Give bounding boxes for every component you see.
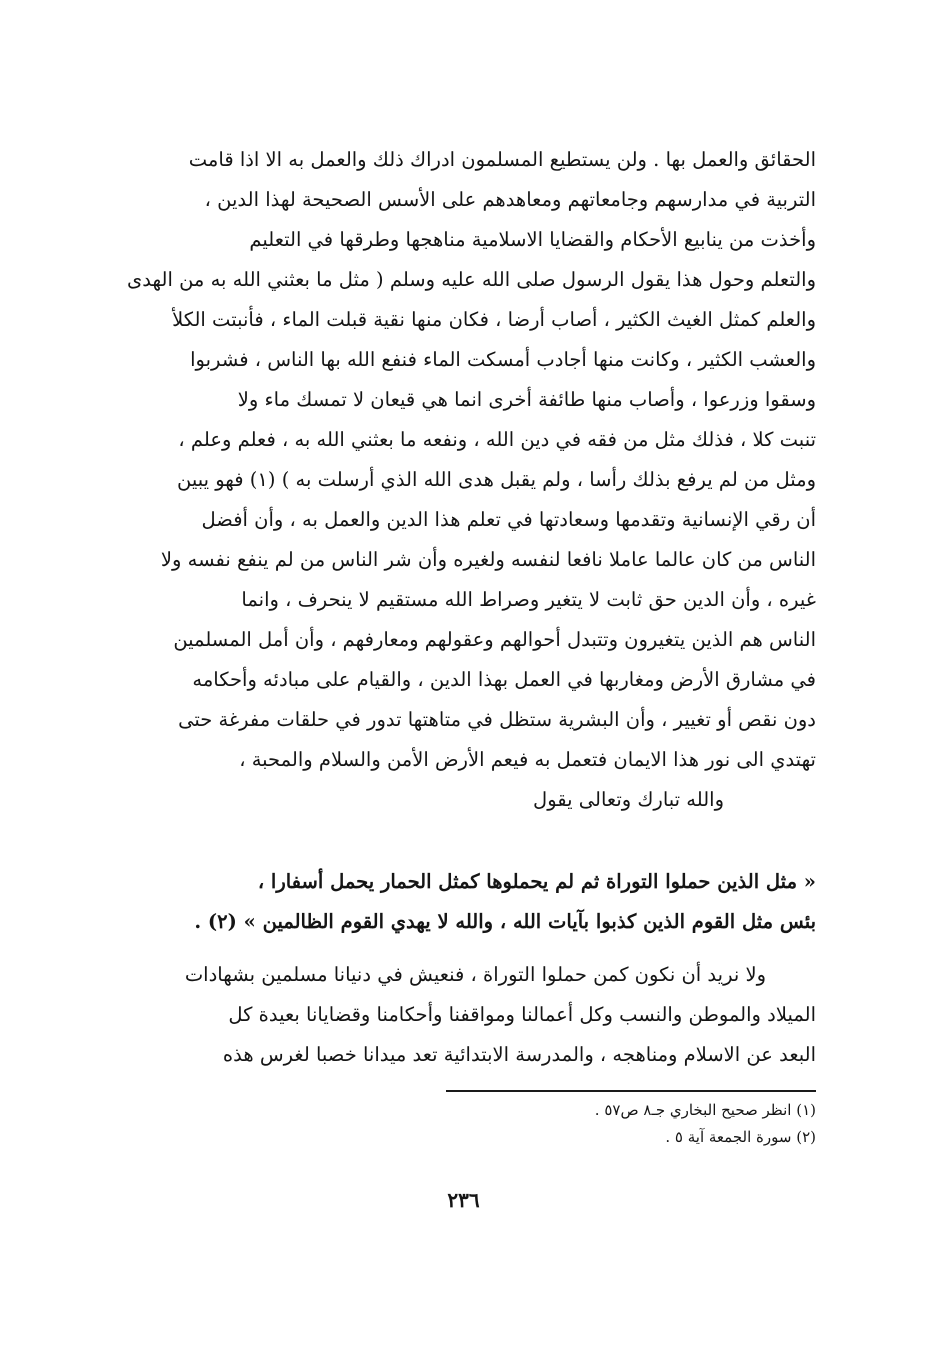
quote-line: بئس مثل القوم الذين كذبوا بآيات الله ، والله لا يهدي القوم الظالمين » (٢) . xyxy=(194,910,816,933)
main-paragraph xyxy=(104,140,816,820)
text-line: وأخذت من ينابيع الأحكام والقضايا الاسلامية مناهجها وطرقها في التعليم xyxy=(249,228,816,251)
footnote: (١) انظر صحيح البخاري جـ٨ ص٥٧ . xyxy=(594,1101,816,1119)
text-line: أن رقي الإنسانية وتقدمها وسعادتها في تعلم هذا الدين والعمل به ، وأن أفضل xyxy=(201,508,816,531)
text-line: البعد عن الاسلام ومناهجه ، والمدرسة الابتدائية تعد ميدانا خصبا لغرس هذه xyxy=(222,1043,816,1066)
page-number: ٢٣٦ xyxy=(447,1188,480,1212)
text-line: تنبت كلا ، فذلك مثل من فقه في دين الله ، ونفعه ما بعثني الله به ، فعلم وعلم ، xyxy=(178,428,816,451)
text-line: والله تبارك وتعالى يقول xyxy=(533,788,724,811)
text-line: الناس هم الذين يتغيرون وتتبدل أحوالهم وعقولهم ومعارفهم ، وأن أمل المسلمين xyxy=(173,628,816,651)
text-line: وسقوا وزرعوا ، وأصاب منها طائفة أخرى انما هي قيعان لا تمسك ماء ولا xyxy=(237,388,816,411)
text-line: ولا نريد أن نكون كمن حملوا التوراة ، فنعيش في دنيانا مسلمين بشهادات xyxy=(184,963,766,986)
footnote: (٢) سورة الجمعة آية ٥ . xyxy=(665,1128,816,1146)
text-line: والعشب الكثير ، وكانت منها أجادب أمسكت الماء فنفع الله بها الناس ، فشربوا xyxy=(190,348,816,371)
footnotes xyxy=(336,1097,816,1151)
footnote-divider xyxy=(446,1090,816,1092)
text-line: ومثل من لم يرفع بذلك رأسا ، ولم يقبل هدى الله الذي أرسلت به ) (١) فهو يبين xyxy=(176,468,816,491)
text-line: والتعلم وحول هذا يقول الرسول صلى الله عليه وسلم ( مثل ما بعثني الله به من الهدى xyxy=(127,268,816,291)
text-line: دون نقص أو تغيير ، وأن البشرية ستظل في متاهتها تدور في حلقات مفرغة حتى xyxy=(178,708,816,731)
closing-paragraph xyxy=(104,955,816,1075)
text-line: التربية في مدارسهم وجامعاتهم ومعاهدهم على الأسس الصحيحة لهذا الدين ، xyxy=(204,188,816,211)
text-line: الميلاد والموطن والنسب وكل أعمالنا ومواقفنا وأحكامنا وقضايانا بعيدة كل xyxy=(228,1003,816,1026)
text-line: الناس من كان عالما عاملا نافعا لنفسه ولغيره وأن شر الناس من لم ينفع نفسه ولا xyxy=(160,548,816,571)
quran-quote xyxy=(104,862,816,942)
text-line: في مشارق الأرض ومغاربها في العمل بهذا الدين ، والقيام على مبادئه وأحكامه xyxy=(192,668,816,691)
text-line: تهتدي الى نور هذا الايمان فتعمل به فيعم الأرض الأمن والسلام والمحبة ، xyxy=(239,748,816,771)
text-line: والعلم كمثل الغيث الكثير ، أصاب أرضا ، فكان منها نقية قبلت الماء ، فأنبتت الكلأ xyxy=(172,308,816,331)
quote-line: « مثل الذين حملوا التوراة ثم لم يحملوها كمثل الحمار يحمل أسفارا ، xyxy=(257,870,816,893)
text-line: الحقائق والعمل بها . ولن يستطيع المسلمون ادراك ذلك والعمل به الا اذا قامت xyxy=(188,148,816,171)
text-line: غيره ، وأن الدين حق ثابت لا يتغير وصراط الله مستقيم لا ينحرف ، وانما xyxy=(241,588,816,611)
